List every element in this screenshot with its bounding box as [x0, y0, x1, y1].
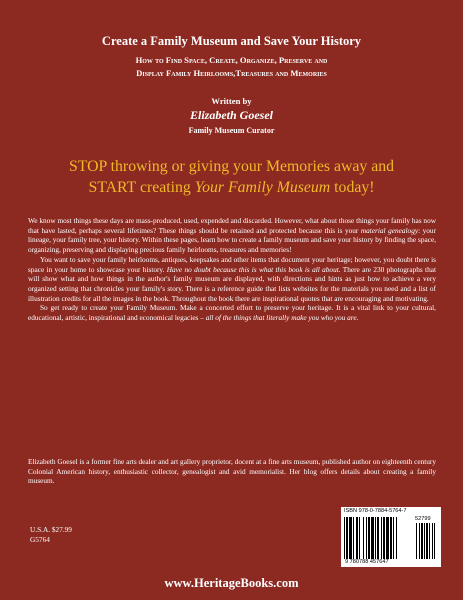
subtitle-line-1: How to Find Space, Create, Organize, Preserve and: [135, 55, 328, 65]
text-run: We know most things these days are mass-produced, used, expended and discarded. However, what about those things your family has now that have lasted, perhaps several lifetimes? These things should be retained and protected because this is your: [28, 216, 436, 235]
slogan-line-2: [24, 177, 439, 198]
description-paragraph-2: [28, 255, 436, 304]
emphasis: Have no doubt because this is what this book is all about.: [166, 264, 341, 274]
description-paragraph-1: [28, 216, 436, 255]
slogan-line-2-end: today!: [330, 179, 375, 196]
description: [28, 216, 436, 323]
publisher-website[interactable]: www.HeritageBooks.com: [164, 576, 299, 590]
price: U.S.A. $27.99: [30, 525, 72, 534]
price-block: [30, 525, 72, 545]
slogan-line-2-start: START creating: [88, 179, 195, 196]
text-run: : your lineage, your family tree, your history. Within these pages, learn how to create a family museum and save your history by finding the space, organizing, preserving and displaying precious family heirlooms, treasures and memories!: [28, 225, 437, 255]
slogan-emphasis: Your Family Museum: [194, 179, 331, 196]
description-paragraph-3: [28, 303, 436, 322]
product-code: G5764: [30, 535, 50, 544]
book-title: Create a Family Museum and Save Your History: [101, 34, 362, 48]
slogan-line-1: STOP throwing or giving your Memories away and: [68, 158, 395, 175]
written-by-label: Written by: [211, 96, 252, 106]
slogan: [24, 156, 439, 198]
book-subtitle: [40, 54, 423, 80]
subtitle-line-2: Display Family Heirlooms,Treasures and Memories: [136, 68, 327, 78]
text-run: So get ready to create your Family Museum. Make a concerted effort to preserve your heritage. It is a vital link to your cultural, educational, artistic, inspirational and economical legacies –: [28, 303, 436, 323]
author-bio: Elizabeth Goesel is a former fine arts dealer and art gallery proprietor, docent at a fine arts museum, published author on eighteenth century Colonial American history, enthusiastic collector, genealogist and avid memorialist. Her blog offers details about creating a family museum.: [28, 457, 436, 486]
price-code-addon: 52799: [415, 516, 431, 522]
barcode-digits: 9 780788 457647: [345, 559, 389, 565]
barcode-icon: [344, 517, 438, 559]
emphasis: material genealogy: [360, 225, 419, 235]
text-run: There are 230 photographs that will show what and how things in the author's family museum are displayed, with directions and hints as just how to achieve a very organized setting that chronicles your family's story. There is a reference guide that lists websites for the materials you need and a list of illustration credits for all the images in the book. Throughout the book there are inspirational quotes that are encouraging and motivating.: [28, 264, 436, 303]
isbn-number: ISBN 978-0-7884-5764-7: [344, 508, 407, 514]
author-title: Family Museum Curator: [188, 126, 275, 135]
emphasis: all of the things that literally make you who you are.: [205, 313, 359, 323]
isbn-barcode: [341, 507, 441, 567]
author-name: Elizabeth Goesel: [190, 108, 273, 122]
text-run: You want to save your family heirlooms, antiques, keepsakes and other items that document your heritage; however, you doubt there is space in your home to showcase your history.: [28, 254, 436, 274]
